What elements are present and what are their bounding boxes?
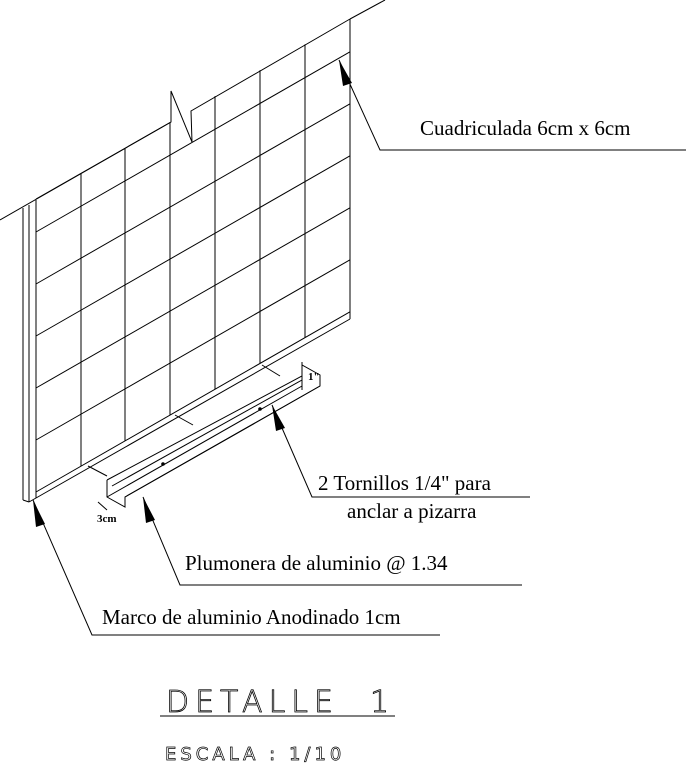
top-edge-right	[350, 0, 385, 19]
detail-title: DETALLE 1	[166, 685, 396, 720]
grid-row-line	[36, 260, 350, 440]
screws-label-line1: 2 Tornillos 1/4" para	[318, 471, 491, 495]
grid-row-line	[36, 312, 350, 492]
frame-label: Marco de aluminio Anodinado 1cm	[102, 605, 401, 629]
tray-label: Plumonera de aluminio @ 1.34	[185, 551, 448, 575]
dim-width-label: 3cm	[97, 513, 117, 525]
screw-hole	[258, 407, 262, 411]
aluminium-frame	[23, 19, 350, 502]
grid-row-line	[36, 208, 350, 388]
grid-row-line	[36, 52, 350, 232]
scale-label: ESCALA : 1/10	[165, 744, 346, 765]
dim-height-label: 1"	[308, 371, 320, 383]
screws-label-line2: anclar a pizarra	[347, 499, 477, 523]
grid-row-line	[36, 104, 350, 284]
screw-hole	[161, 462, 165, 466]
grid-row-line	[36, 156, 350, 336]
grid-label: Cuadriculada 6cm x 6cm	[420, 116, 631, 140]
panel-top-edge	[36, 122, 171, 199]
